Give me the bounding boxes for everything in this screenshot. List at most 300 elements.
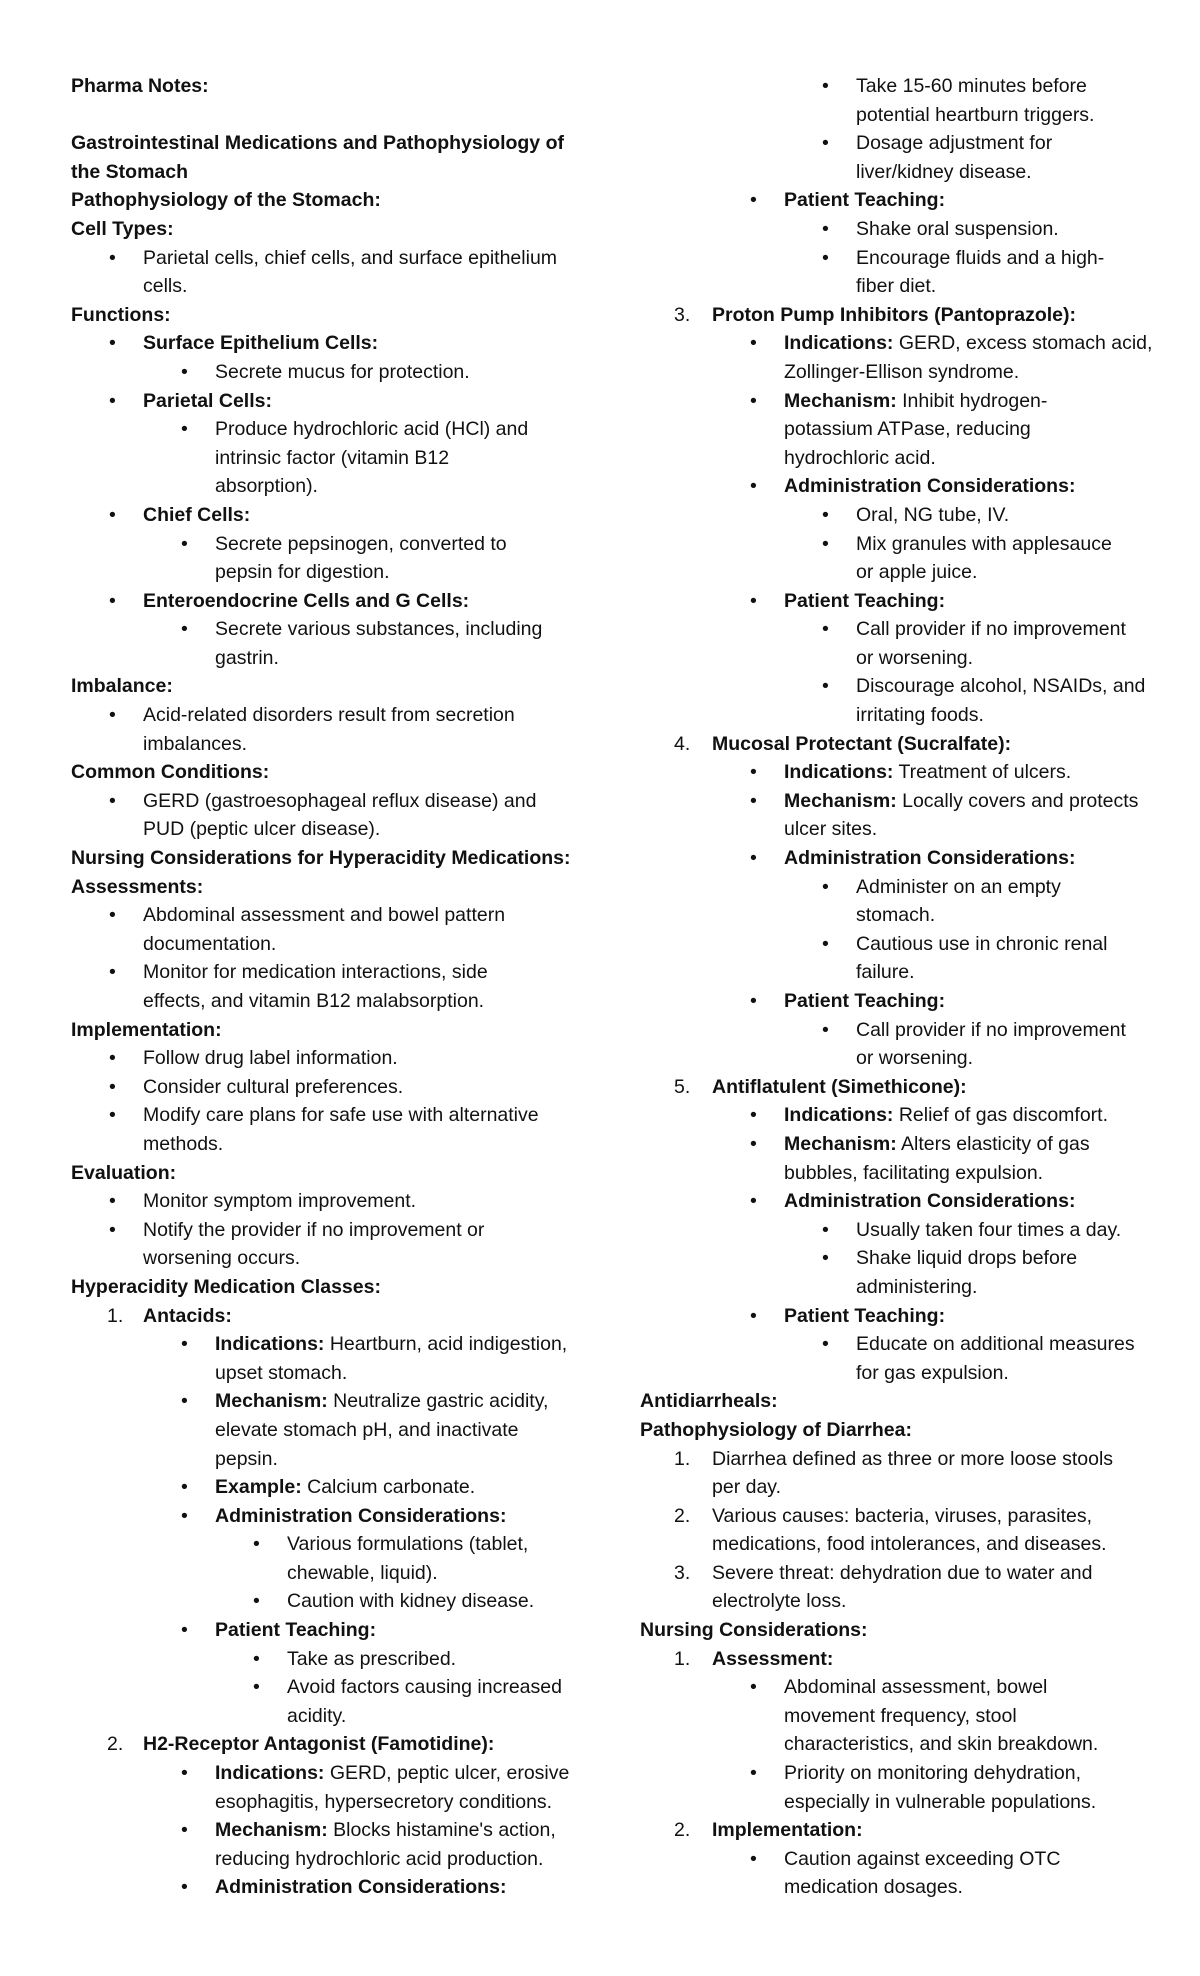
bullet-item xyxy=(71,1330,571,1387)
item-line xyxy=(143,1216,571,1245)
bullet-item xyxy=(71,1044,571,1073)
item-line xyxy=(784,844,1140,873)
bullet-item xyxy=(71,901,571,958)
bullet-item xyxy=(640,1016,1140,1073)
item-lead: Indications: xyxy=(784,761,894,784)
bullet-icon: • xyxy=(750,789,757,812)
item-lead: Indications: xyxy=(215,1333,325,1356)
item-line xyxy=(784,587,1140,616)
bullet-item xyxy=(640,1845,1140,1902)
section-heading: Cell Types: xyxy=(71,217,174,240)
item-text: Notify the provider if no improvement or xyxy=(143,1218,485,1241)
item-text: Abdominal assessment, bowel xyxy=(784,1676,1048,1699)
item-line xyxy=(856,873,1140,902)
item-text: characteristics, and skin breakdown. xyxy=(784,1733,1099,1756)
item-line xyxy=(856,501,1140,530)
numbered-item xyxy=(640,1445,1140,1502)
bullet-item xyxy=(71,1673,571,1730)
item-lead: Implementation: xyxy=(712,1819,863,1842)
bullet-icon: • xyxy=(750,990,757,1012)
item-text: medications, food intolerances, and diseases. xyxy=(712,1533,1107,1556)
bullet-icon: • xyxy=(109,246,116,269)
bullet-icon: • xyxy=(750,1847,757,1870)
bullet-item xyxy=(71,1216,571,1273)
item-lead: Proton Pump Inhibitors (Pantoprazole): xyxy=(712,303,1076,326)
item-line xyxy=(287,1645,571,1674)
bullet-icon: • xyxy=(181,1390,188,1413)
item-text: Administer on an empty xyxy=(856,875,1061,898)
bullet-item xyxy=(71,615,571,672)
item-text: PUD (peptic ulcer disease). xyxy=(143,818,381,841)
section-heading: Nursing Considerations for Hyperacidity Medications: xyxy=(71,847,571,870)
bullet-icon: • xyxy=(750,389,757,412)
bullet-icon: • xyxy=(253,1590,260,1613)
section-heading: the Stomach xyxy=(71,160,189,183)
bullet-item xyxy=(640,1673,1140,1759)
bullet-icon: • xyxy=(750,1132,757,1155)
bullet-icon: • xyxy=(822,675,829,698)
bullet-icon: • xyxy=(181,1819,188,1842)
item-line xyxy=(856,1016,1140,1045)
item-line xyxy=(712,1587,1140,1616)
bullet-icon: • xyxy=(750,1104,757,1127)
bullet-icon: • xyxy=(750,1762,757,1785)
item-line xyxy=(143,1044,571,1073)
item-text: upset stomach. xyxy=(215,1361,348,1384)
bullet-item xyxy=(640,987,1140,1016)
item-line xyxy=(784,815,1140,844)
item-line xyxy=(784,1845,1140,1874)
item-line xyxy=(215,444,571,473)
item-line xyxy=(712,730,1140,759)
item-line xyxy=(215,1416,571,1445)
bullet-icon: • xyxy=(109,789,116,812)
item-lead: Patient Teaching: xyxy=(784,1304,946,1327)
item-text: worsening occurs. xyxy=(143,1247,301,1270)
item-line xyxy=(784,1730,1140,1759)
bullet-item xyxy=(71,787,571,844)
item-line xyxy=(856,244,1140,273)
item-line xyxy=(143,329,571,358)
item-text: medication dosages. xyxy=(784,1876,963,1899)
bullet-item xyxy=(640,129,1140,186)
item-text: potassium ATPase, reducing xyxy=(784,418,1031,441)
bullet-item xyxy=(71,358,571,387)
item-line xyxy=(784,1759,1140,1788)
item-number: 2. xyxy=(674,1504,691,1527)
item-lead: H2-Receptor Antagonist (Famotidine): xyxy=(143,1733,495,1756)
item-number: 5. xyxy=(674,1075,691,1098)
item-text: Inhibit hydrogen- xyxy=(896,389,1048,412)
section-heading: Pathophysiology of Diarrhea: xyxy=(640,1418,912,1441)
item-line xyxy=(143,501,571,530)
left-column xyxy=(71,72,571,1902)
item-line xyxy=(215,1502,571,1531)
bullet-icon: • xyxy=(822,75,829,97)
item-text: GERD, excess stomach acid, xyxy=(893,332,1153,355)
item-line xyxy=(784,1302,1140,1331)
bullet-icon: • xyxy=(253,1676,260,1699)
bullet-item xyxy=(71,1759,571,1816)
bullet-item xyxy=(71,1187,571,1216)
bullet-item xyxy=(71,1873,571,1902)
bullet-item xyxy=(640,244,1140,301)
bullet-item xyxy=(640,787,1140,844)
item-line xyxy=(215,1845,571,1874)
item-line xyxy=(856,1244,1140,1273)
item-text: failure. xyxy=(856,961,915,984)
item-line xyxy=(784,787,1140,816)
item-line xyxy=(856,72,1140,101)
item-text: or apple juice. xyxy=(856,561,978,584)
item-line xyxy=(712,1645,1140,1674)
section-heading: Common Conditions: xyxy=(71,761,270,784)
item-line xyxy=(784,758,1140,787)
bullet-item xyxy=(640,387,1140,473)
item-line xyxy=(143,387,571,416)
item-text: Oral, NG tube, IV. xyxy=(856,503,1010,526)
item-line xyxy=(215,358,571,387)
item-lead: Indications: xyxy=(784,332,894,355)
item-text: Caution with kidney disease. xyxy=(287,1590,535,1613)
item-text: methods. xyxy=(143,1132,224,1155)
bullet-item xyxy=(71,1101,571,1158)
item-text: Take 15-60 minutes before xyxy=(856,75,1087,97)
item-lead: Mechanism: xyxy=(784,789,897,812)
bullet-item xyxy=(640,186,1140,215)
item-lead: Mucosal Protectant (Sucralfate): xyxy=(712,732,1012,755)
item-text: cells. xyxy=(143,275,188,298)
item-text: reducing hydrochloric acid production. xyxy=(215,1847,544,1870)
bullet-icon: • xyxy=(822,532,829,555)
item-text: Parietal cells, chief cells, and surface epithelium xyxy=(143,246,558,269)
item-text: Neutralize gastric acidity, xyxy=(327,1390,549,1413)
blank-line xyxy=(71,101,571,130)
bullet-icon: • xyxy=(109,1190,116,1213)
bullet-item xyxy=(640,587,1140,616)
item-line xyxy=(143,1187,571,1216)
item-text: stomach. xyxy=(856,904,936,927)
item-text: absorption). xyxy=(215,475,318,498)
item-lead: Mechanism: xyxy=(215,1390,328,1413)
bullet-icon: • xyxy=(750,332,757,355)
item-text: Secrete mucus for protection. xyxy=(215,360,470,383)
item-line xyxy=(143,815,571,844)
bullet-icon: • xyxy=(109,589,116,612)
item-text: Discourage alcohol, NSAIDs, and xyxy=(856,675,1146,698)
item-line xyxy=(287,1673,571,1702)
item-text: pepsin. xyxy=(215,1447,278,1470)
item-text: imbalances. xyxy=(143,732,248,755)
item-line xyxy=(784,387,1140,416)
item-text: effects, and vitamin B12 malabsorption. xyxy=(143,990,485,1012)
bullet-item xyxy=(71,1502,571,1531)
item-lead: Mechanism: xyxy=(784,1132,897,1155)
item-line xyxy=(215,530,571,559)
bullet-icon: • xyxy=(109,961,116,984)
item-lead: Patient Teaching: xyxy=(215,1619,377,1642)
item-number: 3. xyxy=(674,1561,691,1584)
item-line xyxy=(856,1044,1140,1073)
item-text: Call provider if no improvement xyxy=(856,618,1126,641)
numbered-item xyxy=(640,1645,1140,1674)
item-line xyxy=(856,158,1140,187)
item-line xyxy=(856,1273,1140,1302)
item-lead: Administration Considerations: xyxy=(784,847,1076,870)
item-text: Follow drug label information. xyxy=(143,1047,398,1070)
bullet-icon: • xyxy=(109,904,116,927)
item-lead: Patient Teaching: xyxy=(784,589,946,612)
bullet-icon: • xyxy=(750,1190,757,1213)
item-text: gastrin. xyxy=(215,646,279,669)
item-line xyxy=(712,1816,1140,1845)
item-line xyxy=(143,901,571,930)
item-text: fiber diet. xyxy=(856,275,937,298)
item-text: Relief of gas discomfort. xyxy=(893,1104,1109,1127)
bullet-item xyxy=(640,1216,1140,1245)
bullet-icon: • xyxy=(822,246,829,269)
item-line xyxy=(712,301,1140,330)
numbered-item xyxy=(640,1559,1140,1616)
numbered-item xyxy=(640,1073,1140,1102)
item-line xyxy=(712,1530,1140,1559)
bullet-icon: • xyxy=(181,1504,188,1527)
item-text: pepsin for digestion. xyxy=(215,561,390,584)
bullet-icon: • xyxy=(253,1647,260,1670)
bullet-item xyxy=(640,215,1140,244)
bullet-icon: • xyxy=(181,1619,188,1642)
item-line xyxy=(712,1073,1140,1102)
item-line xyxy=(784,1702,1140,1731)
bullet-item xyxy=(640,873,1140,930)
section-heading: Antidiarrheals: xyxy=(640,1390,778,1413)
item-lead: Mechanism: xyxy=(215,1819,328,1842)
item-line xyxy=(143,701,571,730)
item-line xyxy=(215,615,571,644)
bullet-icon: • xyxy=(822,503,829,526)
item-line xyxy=(215,1387,571,1416)
item-line xyxy=(215,415,571,444)
item-text: chewable, liquid). xyxy=(287,1561,438,1584)
item-number: 3. xyxy=(674,303,691,326)
bullet-item xyxy=(71,1473,571,1502)
bullet-icon: • xyxy=(181,360,188,383)
bullet-icon: • xyxy=(750,589,757,612)
item-text: Shake oral suspension. xyxy=(856,217,1059,240)
item-line xyxy=(215,1788,571,1817)
item-line xyxy=(784,444,1140,473)
item-line xyxy=(143,1244,571,1273)
bullet-icon: • xyxy=(109,1104,116,1127)
item-line xyxy=(856,615,1140,644)
item-text: Zollinger-Ellison syndrome. xyxy=(784,360,1020,383)
item-line xyxy=(856,901,1140,930)
item-line xyxy=(215,1359,571,1388)
bullet-icon: • xyxy=(750,761,757,784)
item-line xyxy=(784,186,1140,215)
item-lead: Patient Teaching: xyxy=(784,990,946,1012)
item-text: Avoid factors causing increased xyxy=(287,1676,562,1699)
item-line xyxy=(287,1530,571,1559)
item-text: intrinsic factor (vitamin B12 xyxy=(215,446,450,469)
bullet-icon: • xyxy=(750,475,757,498)
section-heading: Assessments: xyxy=(71,875,204,898)
item-number: 1. xyxy=(674,1447,691,1470)
item-lead: Antacids: xyxy=(143,1304,232,1327)
item-line xyxy=(143,1101,571,1130)
item-text: Severe threat: dehydration due to water and xyxy=(712,1561,1093,1584)
bullet-icon: • xyxy=(822,875,829,898)
numbered-item xyxy=(640,1502,1140,1559)
item-line xyxy=(712,1502,1140,1531)
item-line xyxy=(856,272,1140,301)
item-text: Secrete pepsinogen, converted to xyxy=(215,532,507,555)
item-lead: Administration Considerations: xyxy=(215,1876,507,1899)
item-line xyxy=(784,1673,1140,1702)
item-line xyxy=(215,1759,571,1788)
item-text: movement frequency, stool xyxy=(784,1704,1017,1727)
item-lead: Indications: xyxy=(215,1762,325,1785)
item-line xyxy=(215,1816,571,1845)
item-text: Various formulations (tablet, xyxy=(287,1533,529,1556)
item-line xyxy=(784,1159,1140,1188)
bullet-item xyxy=(640,472,1140,501)
bullet-item xyxy=(71,387,571,416)
item-text: Various causes: bacteria, viruses, parasites, xyxy=(712,1504,1093,1527)
item-line xyxy=(143,787,571,816)
item-line xyxy=(856,672,1146,701)
bullet-item xyxy=(640,501,1140,530)
item-line xyxy=(712,1559,1140,1588)
item-lead: Chief Cells: xyxy=(143,503,251,526)
item-text: Modify care plans for safe use with alternative xyxy=(143,1104,539,1127)
item-text: hydrochloric acid. xyxy=(784,446,936,469)
bullet-icon: • xyxy=(822,132,829,155)
bullet-icon: • xyxy=(181,1876,188,1899)
bullet-item xyxy=(71,1387,571,1473)
item-lead: Surface Epithelium Cells: xyxy=(143,332,379,355)
item-lead: Mechanism: xyxy=(784,389,897,412)
section-heading: Nursing Considerations: xyxy=(640,1619,868,1642)
item-line xyxy=(143,958,571,987)
bullet-icon: • xyxy=(822,932,829,955)
item-text: Blocks histamine's action, xyxy=(327,1819,556,1842)
item-text: liver/kidney disease. xyxy=(856,160,1032,183)
item-text: Treatment of ulcers. xyxy=(893,761,1072,784)
item-line xyxy=(143,1302,571,1331)
item-text: Take as prescribed. xyxy=(287,1647,457,1670)
numbered-item xyxy=(71,1730,571,1759)
bullet-item xyxy=(640,1330,1140,1387)
item-line xyxy=(143,244,571,273)
item-line xyxy=(784,1187,1140,1216)
item-lead: Antiflatulent (Simethicone): xyxy=(712,1075,967,1098)
item-line xyxy=(215,1873,571,1902)
item-text: Secrete various substances, including xyxy=(215,618,543,641)
bullet-icon: • xyxy=(822,1018,829,1041)
item-text: irritating foods. xyxy=(856,704,984,727)
bullet-item xyxy=(640,1101,1140,1130)
item-text: Locally covers and protects xyxy=(896,789,1139,812)
item-line xyxy=(856,558,1140,587)
item-line xyxy=(856,530,1140,559)
item-line xyxy=(784,415,1140,444)
item-line xyxy=(143,1073,571,1102)
item-line xyxy=(784,472,1140,501)
item-text: Produce hydrochloric acid (HCl) and xyxy=(215,418,529,441)
item-line xyxy=(856,215,1140,244)
item-text: for gas expulsion. xyxy=(856,1361,1009,1384)
bullet-icon: • xyxy=(750,847,757,870)
item-text: Cautious use in chronic renal xyxy=(856,932,1108,955)
bullet-icon: • xyxy=(181,418,188,441)
item-lead: Enteroendocrine Cells and G Cells: xyxy=(143,589,470,612)
bullet-item xyxy=(640,1244,1140,1301)
item-line xyxy=(712,1473,1140,1502)
bullet-item xyxy=(71,244,571,301)
item-text: potential heartburn triggers. xyxy=(856,103,1095,126)
section-heading: Imbalance: xyxy=(71,675,173,698)
item-line xyxy=(856,129,1140,158)
bullet-icon: • xyxy=(181,1333,188,1356)
bullet-icon: • xyxy=(822,1333,829,1356)
bullet-item xyxy=(71,415,571,501)
item-line xyxy=(143,272,571,301)
bullet-icon: • xyxy=(109,332,116,355)
item-line xyxy=(856,930,1140,959)
item-text: Caution against exceeding OTC xyxy=(784,1847,1061,1870)
item-line xyxy=(143,930,571,959)
item-line xyxy=(143,987,571,1016)
item-line xyxy=(856,958,1140,987)
item-line xyxy=(856,701,1140,730)
item-line xyxy=(784,358,1140,387)
item-text: administering. xyxy=(856,1275,978,1298)
item-lead: Indications: xyxy=(784,1104,894,1127)
item-text: Acid-related disorders result from secretion xyxy=(143,704,515,727)
item-text: or worsening. xyxy=(856,1047,974,1070)
item-text: esophagitis, hypersecretory conditions. xyxy=(215,1790,553,1813)
bullet-item xyxy=(71,701,571,758)
item-text: Dosage adjustment for xyxy=(856,132,1053,155)
item-number: 2. xyxy=(674,1819,691,1842)
bullet-item xyxy=(640,1130,1140,1187)
item-lead: Assessment: xyxy=(712,1647,834,1670)
bullet-item xyxy=(71,1073,571,1102)
item-number: 1. xyxy=(107,1304,124,1327)
bullet-item xyxy=(71,530,571,587)
item-text: Call provider if no improvement xyxy=(856,1018,1126,1041)
item-line xyxy=(143,1130,571,1159)
numbered-item xyxy=(71,1302,571,1331)
item-line xyxy=(856,1216,1140,1245)
section-heading: Evaluation: xyxy=(71,1161,177,1184)
item-text: Heartburn, acid indigestion, xyxy=(324,1333,568,1356)
bullet-icon: • xyxy=(109,389,116,412)
item-line xyxy=(287,1587,571,1616)
bullet-icon: • xyxy=(822,618,829,641)
item-text: acidity. xyxy=(287,1704,347,1727)
bullet-item xyxy=(71,501,571,530)
item-line xyxy=(215,1445,571,1474)
item-lead: Administration Considerations: xyxy=(784,475,1076,498)
item-line xyxy=(856,1330,1140,1359)
bullet-item xyxy=(640,530,1140,587)
bullet-icon: • xyxy=(109,1218,116,1241)
item-lead: Patient Teaching: xyxy=(784,189,946,212)
bullet-item xyxy=(640,844,1140,873)
bullet-item xyxy=(640,1187,1140,1216)
